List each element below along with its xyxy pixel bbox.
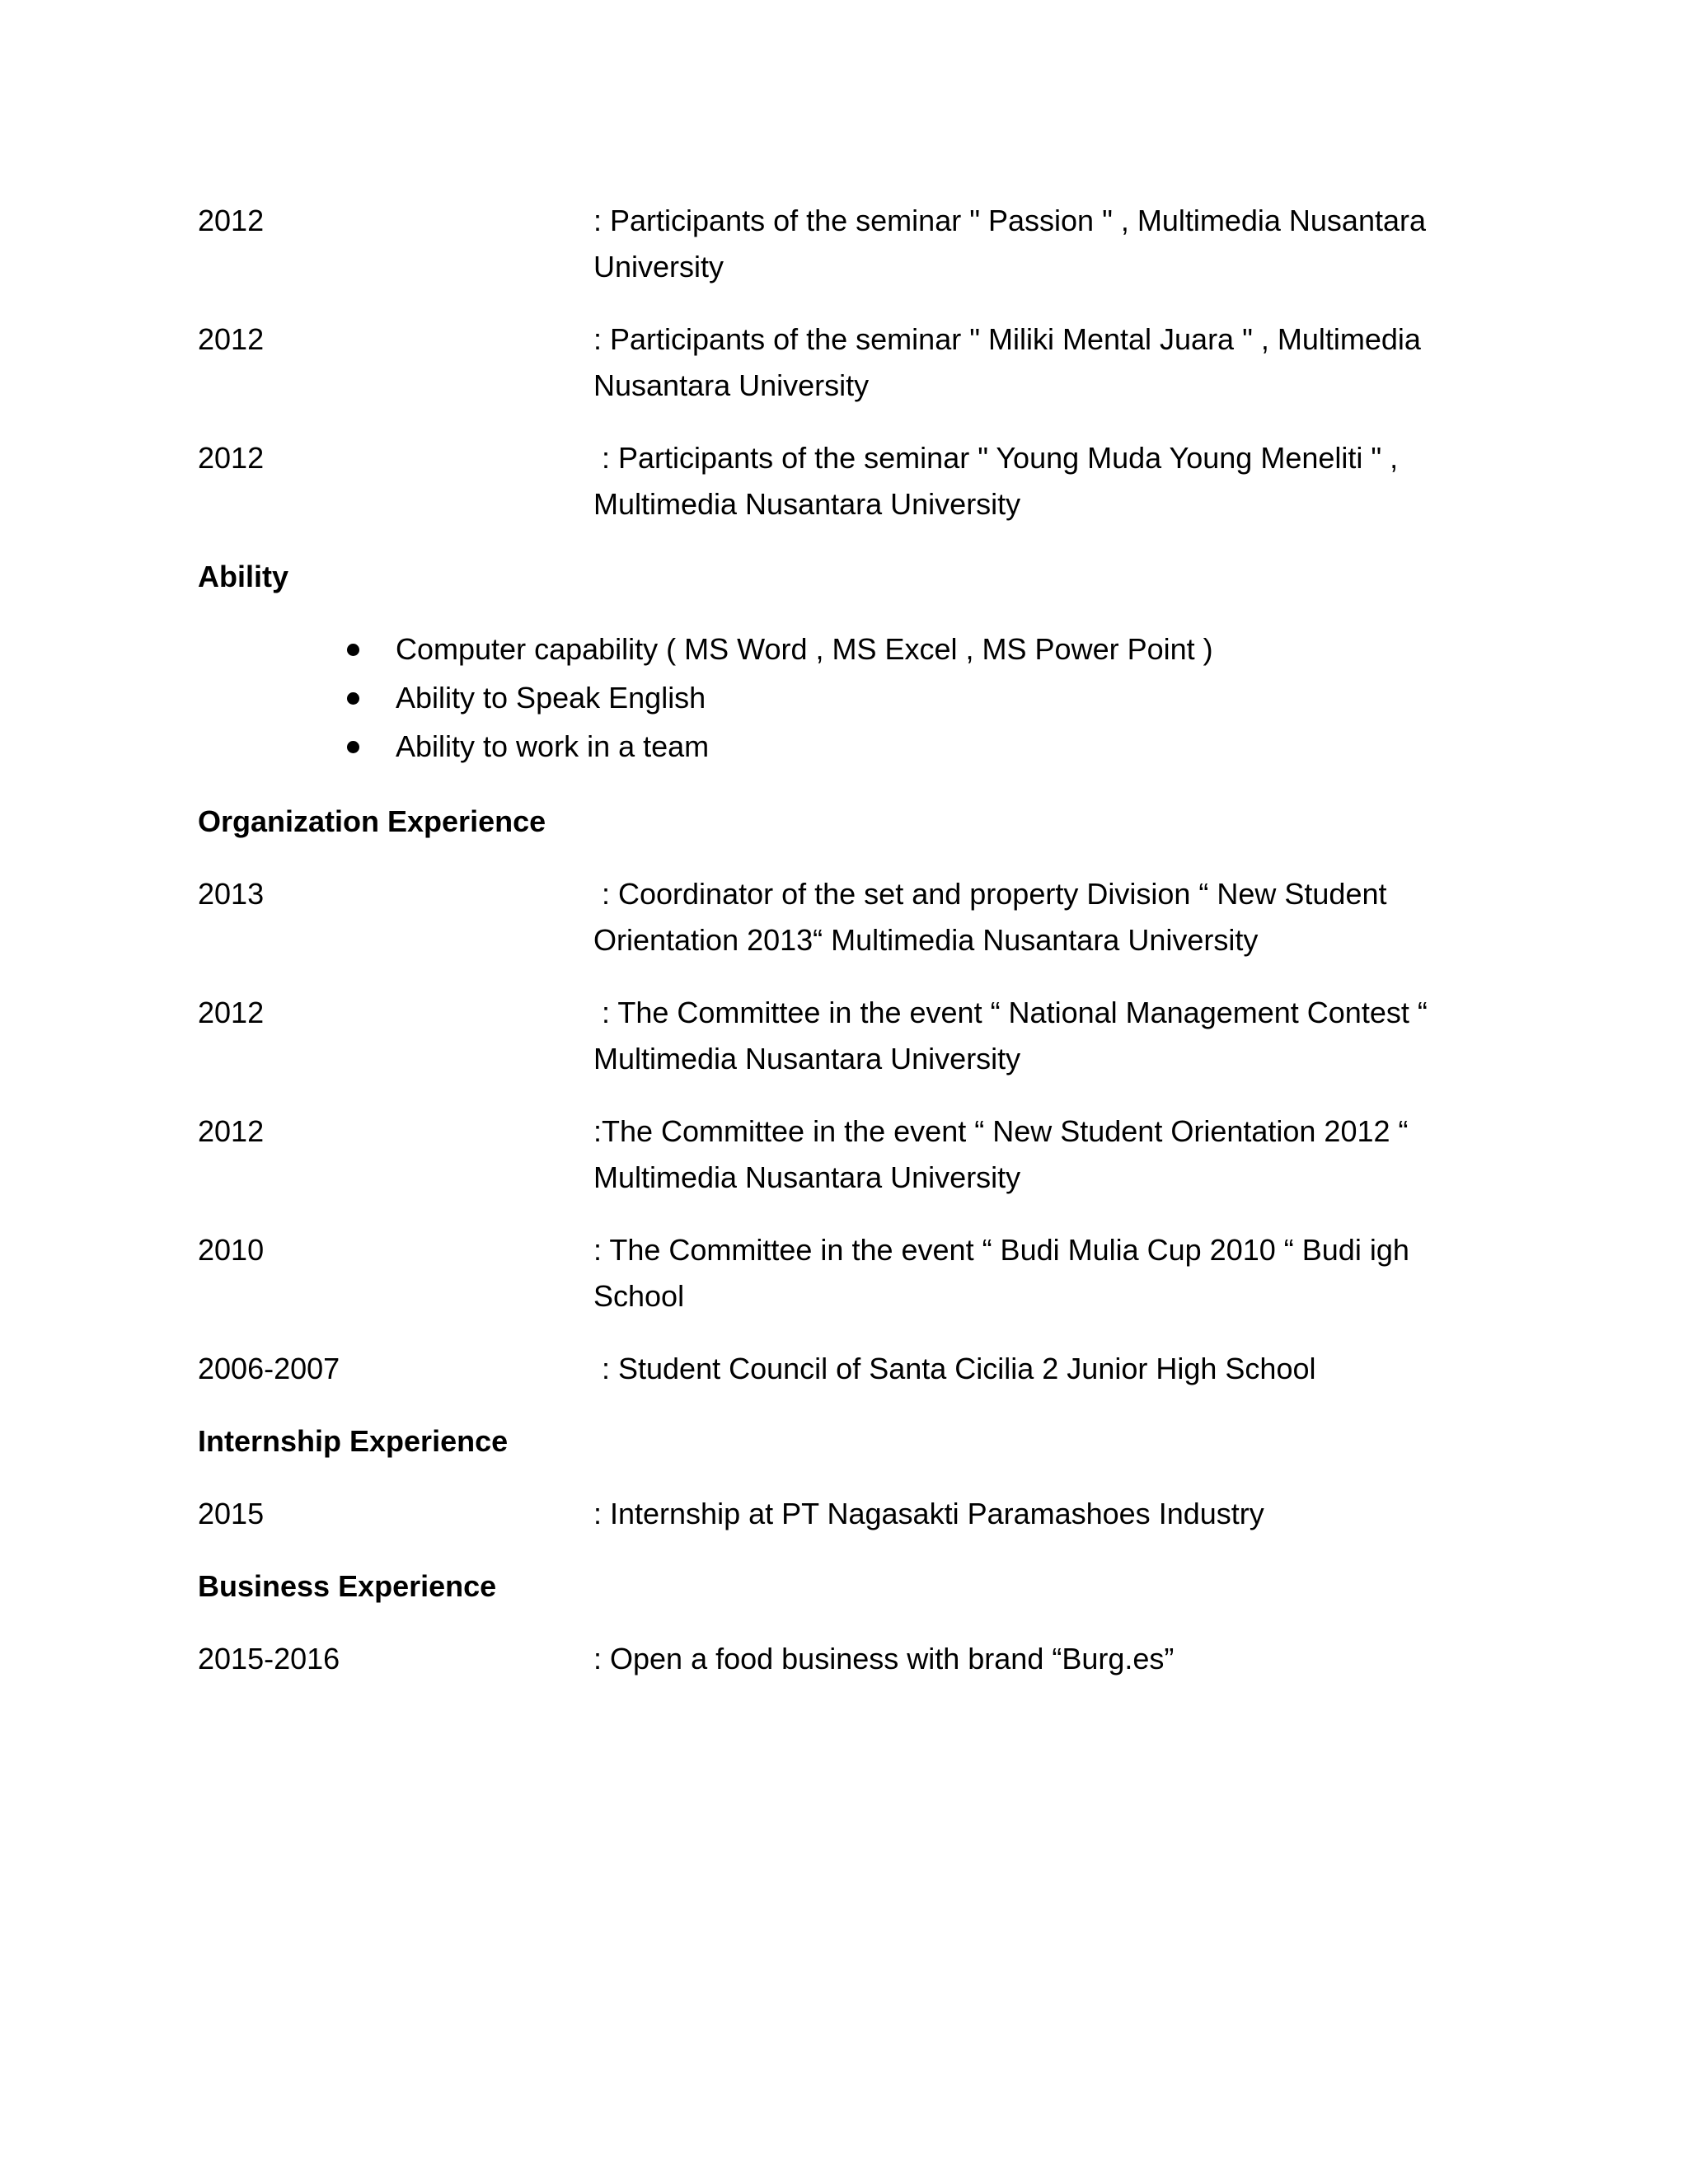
entry-description: : The Committee in the event “ National Management Contest “ Multimedia Nusantara University [593,996,1428,1076]
seminar-entry [198,316,1484,409]
entry-year: 2012 [198,996,265,1029]
ability-list [198,626,1484,772]
entry-year: 2010 [198,1233,265,1267]
entry-year: 2012 [198,441,265,475]
ability-item-text: Ability to Speak English [396,681,706,715]
seminar-entry [198,435,1484,527]
entry-description: : The Committee in the event “ Budi Mulia Cup 2010 “ Budi igh School [593,1233,1409,1313]
entry-year: 2015 [198,1497,265,1530]
entry-description: :The Committee in the event “ New Student Orientation 2012 “ Multimedia Nusantara University [593,1114,1409,1194]
section-heading-organization: Organization Experience [198,804,546,838]
ability-list-item [198,675,1484,724]
organization-entry [198,871,1484,963]
ability-item-text: Ability to work in a team [396,729,710,763]
section-heading-business: Business Experience [198,1569,497,1603]
bullet-icon [347,692,359,705]
organization-entry [198,1227,1484,1319]
entry-description: : Participants of the seminar " Passion " , Multimedia Nusantara University [593,204,1427,284]
entry-year: 2012 [198,204,265,237]
internship-entry [198,1491,1484,1537]
seminar-entry [198,198,1484,290]
entry-description: : Participants of the seminar " Miliki Mental Juara " , Multimedia Nusantara University [593,322,1421,402]
entry-description: : Student Council of Santa Cicilia 2 Junior High School [602,1352,1316,1385]
entry-year: 2013 [198,877,265,911]
entry-year: 2012 [198,1114,265,1148]
organization-entry [198,1108,1484,1201]
entry-description: : Coordinator of the set and property Division “ New Student Orientation 2013“ Multimedia Nusantara University [593,877,1387,957]
entry-description: : Participants of the seminar " Young Muda Young Meneliti " , Multimedia Nusantara University [593,441,1399,521]
business-entry [198,1636,1484,1682]
entry-description: : Open a food business with brand “Burg.es” [593,1642,1175,1675]
ability-list-item [198,724,1484,772]
organization-entry [198,990,1484,1082]
resume-content [198,198,1484,1708]
section-heading-ability: Ability [198,560,289,593]
organization-entry [198,1346,1484,1392]
bullet-icon [347,644,359,656]
ability-list-item [198,626,1484,675]
bullet-icon [347,741,359,753]
entry-year: 2012 [198,322,265,356]
entry-year: 2006-2007 [198,1352,340,1385]
ability-item-text: Computer capability ( MS Word , MS Excel , MS Power Point ) [396,632,1213,666]
entry-description: : Internship at PT Nagasakti Paramashoes Industry [593,1497,1264,1530]
section-heading-internship: Internship Experience [198,1424,509,1458]
entry-year: 2015-2016 [198,1642,340,1675]
